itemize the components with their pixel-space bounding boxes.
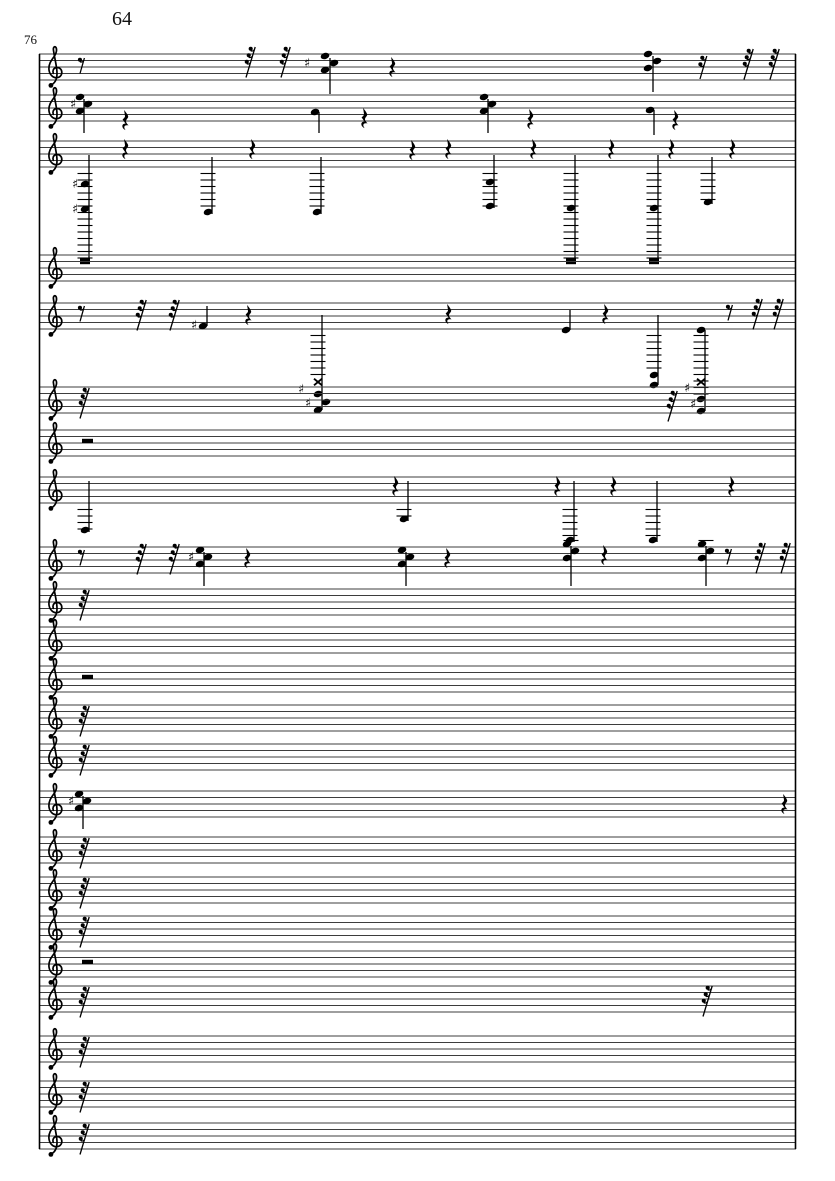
svg-text:♯: ♯ [684, 380, 691, 396]
event-rh [82, 960, 93, 964]
measure-number: 76 [24, 32, 37, 47]
staff-11 [39, 627, 796, 653]
event-r8 [78, 550, 85, 566]
event-rh [82, 439, 93, 443]
staff-3 [39, 139, 796, 264]
event-chord [397, 481, 412, 523]
event-rq [527, 109, 533, 129]
event-rq [530, 139, 536, 159]
staff-9 [39, 540, 796, 586]
staff-15 [39, 790, 796, 829]
event-rq [729, 139, 735, 159]
event-chord [647, 155, 662, 264]
event-acc [70, 96, 76, 111]
event-r8 [726, 305, 733, 321]
svg-text:♯: ♯ [191, 317, 198, 333]
event-rq [444, 548, 450, 568]
staff-7 [39, 430, 796, 456]
event-chord [479, 93, 497, 133]
staff-22 [39, 1081, 796, 1113]
event-rq [249, 139, 255, 159]
event-rq [610, 476, 616, 496]
event-rq [361, 108, 367, 128]
svg-text:♯: ♯ [72, 201, 79, 217]
event-chord [310, 157, 325, 216]
event-acc [72, 201, 78, 216]
event-rq [122, 139, 128, 159]
event-chord [78, 481, 93, 534]
event-rq [602, 304, 608, 324]
svg-text:♯: ♯ [298, 381, 305, 397]
event-chord [311, 315, 332, 414]
event-r8 [78, 58, 85, 74]
event-r32 [79, 706, 89, 737]
event-chord [701, 157, 716, 206]
svg-text:♯: ♯ [690, 396, 697, 412]
event-chord [201, 157, 216, 216]
svg-text:♯: ♯ [304, 55, 311, 71]
event-r32 [79, 388, 89, 419]
event-r32 [280, 47, 290, 78]
event-r32 [79, 838, 89, 869]
staff-8 [39, 476, 796, 544]
event-acc [684, 380, 690, 395]
event-r32 [79, 987, 89, 1018]
event-acc [188, 549, 194, 564]
staff-14 [39, 744, 796, 776]
event-rq [554, 476, 560, 496]
event-rq [445, 139, 451, 159]
event-rq [601, 545, 607, 565]
event-acc [304, 55, 310, 70]
event-r32 [79, 745, 89, 776]
event-rq [445, 304, 451, 324]
staff-13 [39, 705, 796, 737]
svg-text:♯: ♯ [70, 96, 77, 112]
event-r32 [169, 544, 179, 575]
event-chord [397, 546, 415, 586]
event-chord [310, 108, 320, 133]
event-r32 [136, 544, 146, 575]
event-r32 [79, 917, 89, 948]
svg-text:♯: ♯ [72, 176, 79, 192]
staff-6 [39, 387, 796, 422]
event-r8 [725, 549, 732, 565]
event-r32 [79, 1124, 89, 1155]
event-r32 [79, 590, 89, 621]
event-rq [409, 140, 415, 160]
event-r32 [743, 49, 753, 80]
event-r32 [79, 878, 89, 909]
svg-text:♯: ♯ [305, 395, 312, 411]
event-rq [668, 139, 674, 159]
staff-23 [39, 1123, 796, 1155]
event-acc [690, 396, 696, 411]
event-acc [191, 317, 197, 332]
event-r8 [78, 306, 85, 322]
event-rq [392, 476, 398, 496]
svg-text:♯: ♯ [68, 793, 75, 809]
event-r32 [169, 300, 179, 331]
event-chord [647, 315, 662, 389]
staff-5 [39, 299, 796, 416]
event-rq [122, 110, 128, 130]
event-chord [483, 155, 498, 210]
page-number: 64 [112, 8, 132, 30]
svg-text:♯: ♯ [188, 549, 195, 565]
event-rq [244, 548, 250, 568]
event-chord [74, 790, 92, 829]
staff-20 [39, 986, 796, 1018]
event-acc [72, 176, 78, 191]
event-chord [320, 52, 339, 94]
event-rq [672, 110, 678, 130]
staff-10 [39, 589, 796, 621]
staff-16 [39, 837, 796, 869]
staff-12 [39, 666, 796, 692]
staff-19 [39, 951, 796, 977]
event-chord [195, 546, 213, 586]
staff-21 [39, 1036, 796, 1068]
event-r32 [769, 49, 779, 80]
event-chord [78, 155, 93, 264]
event-rq [728, 476, 734, 496]
event-r32 [79, 1037, 89, 1068]
staff-17 [39, 877, 796, 909]
event-chord [564, 155, 579, 264]
staff-4 [39, 255, 796, 281]
staff-18 [39, 916, 796, 948]
event-chord [645, 106, 655, 135]
staff-2 [39, 93, 796, 135]
event-rq [608, 139, 614, 159]
event-r32 [79, 1082, 89, 1113]
event-chord [643, 50, 662, 92]
event-r32 [245, 47, 255, 78]
staff-1 [39, 47, 796, 94]
event-acc [68, 793, 74, 808]
event-acc [305, 395, 311, 410]
event-r32 [136, 300, 146, 331]
event-chord [75, 93, 93, 133]
event-rh [82, 675, 93, 679]
